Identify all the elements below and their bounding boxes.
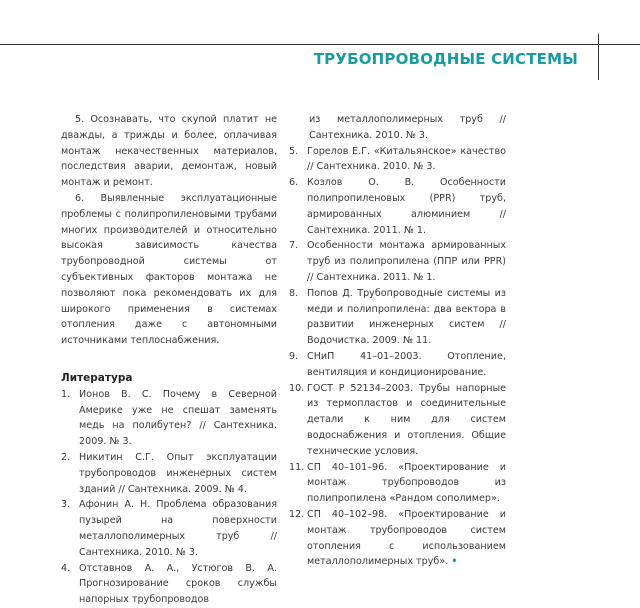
reference-item <box>61 561 277 608</box>
reference-text: Никитин С.Г. Опыт эксплуатации трубопроводов инженерных систем зданий // Сантехника. 2009. № 4. <box>79 451 277 495</box>
reference-item <box>289 349 506 381</box>
reference-number: 11. <box>289 461 305 473</box>
reference-item <box>61 450 277 497</box>
reference-item <box>61 387 277 450</box>
reference-number: 8. <box>289 287 299 299</box>
reference-text: СНиП 41–01–2003. Отопление, вентиляция и кондиционирование. <box>307 350 506 378</box>
reference-item <box>289 381 506 460</box>
reference-item <box>289 286 506 349</box>
reference-text: Особенности монтажа армированных труб из полипропилена (ППР или PPR) // Сантехника. 2011. № 1. <box>307 240 506 283</box>
reference-text: Попов Д. Трубопроводные системы из меди и полипропилена: два вектора в развитии инженерных систем // Водочистка. 2009. № 11. <box>307 287 506 347</box>
reference-number: 12. <box>289 508 305 520</box>
reference-list-left <box>61 387 277 608</box>
reference-text: Афонин А. Н. Проблема образования пузырей на поверхности металлополимерных труб // Сантехника. 2010. № 3. <box>79 499 277 558</box>
reference-item <box>289 144 506 176</box>
end-of-article-mark: • <box>451 556 458 568</box>
reference-number: 3. <box>61 499 71 511</box>
right-column <box>289 112 506 570</box>
left-column <box>61 112 277 608</box>
reference-text: СП 40–102–98. «Проектирование и монтаж трубопроводов систем отопления с использованием металлополимерных труб». <box>307 508 506 568</box>
reference-number: 4. <box>61 562 71 574</box>
reference-item <box>289 460 506 507</box>
literature-heading: Литература <box>61 371 133 384</box>
reference-item <box>289 238 506 285</box>
header-rule <box>0 44 640 45</box>
section-title: ТРУБОПРОВОДНЫЕ СИСТЕМЫ <box>313 50 578 68</box>
reference-text: Козлов О. В. Особенности полипропиленовых (PPR) труб, армированных алюминием // Сантехника. 2011. № 1. <box>307 177 506 236</box>
paragraph-5: 5. Осознавать, что скупой платит не дважды, а трижды и более, оплачивая монтаж некачественных материалов, последствия аварии, демонтаж, новый монтаж и ремонт. <box>61 114 277 189</box>
reference-text: ГОСТ Р 52134–2003. Трубы напорные из термопластов и соединительные детали к ним для систем водоснабжения и отопления. Общие технические условия. <box>307 382 506 457</box>
header-vertical-rule <box>598 34 599 80</box>
reference-number: 6. <box>289 177 299 189</box>
reference-text: Горелов Е.Г. «Китальянское» качество // Сантехника. 2010. № 3. <box>307 145 506 173</box>
reference-text: Отставнов А. А., Устюгов В. А. Прогнозирование сроков службы напорных трубопроводов <box>79 562 277 606</box>
reference-item <box>289 175 506 238</box>
reference-number: 5. <box>289 145 299 157</box>
paragraph-6: 6. Выявленные эксплуатационные проблемы с полипропиленовыми трубами многих производителей и относительно высокая зависимость качества трубопроводной системы от субъективных факторов монтажа не позволяют пока рекомендовать их для широкого применения в системах отопления даже с автономными источниками теплоснабжения. <box>61 192 277 347</box>
reference-list-right <box>289 144 506 571</box>
reference-item <box>289 507 506 570</box>
reference-item <box>61 497 277 560</box>
reference-number: 1. <box>61 388 71 400</box>
reference-text: Ионов В. С. Почему в Северной Америке уже не спешат заменять медь на полибутен? // Сантехника. 2009. № 3. <box>79 388 277 448</box>
reference-number: 10. <box>289 382 305 394</box>
reference-number: 2. <box>61 451 71 463</box>
reference-number: 9. <box>289 350 299 362</box>
reference-text: СП 40–101–96. «Проектирование и монтаж трубопроводов из полипропилена «Рандом сополимер». <box>307 461 506 505</box>
reference-number: 7. <box>289 240 299 252</box>
reference-continuation: из металлополимерных труб // Сантехника. 2010. № 3. <box>309 114 506 141</box>
